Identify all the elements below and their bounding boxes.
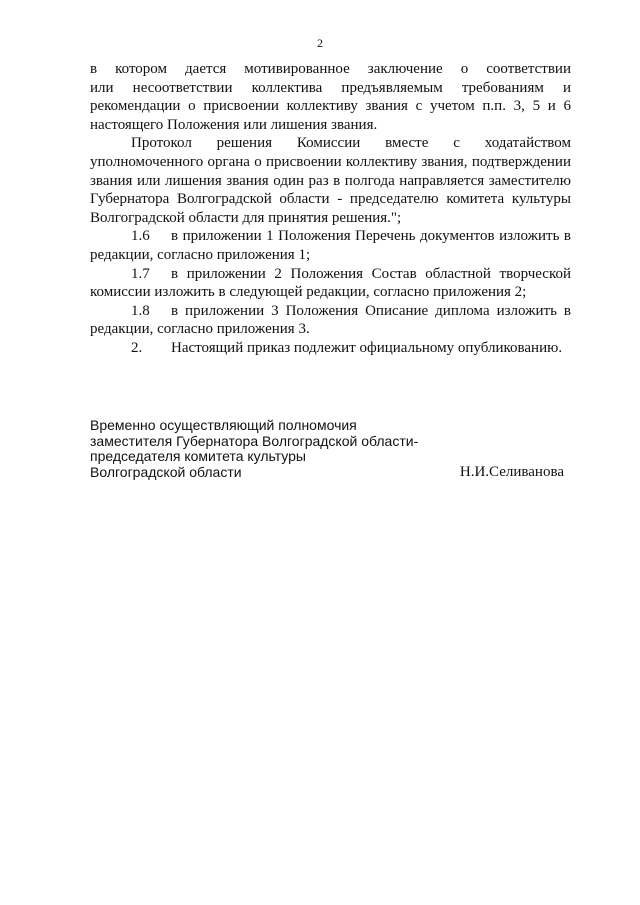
item-text: Настоящий приказ подлежит официальному опубликованию. [171,339,563,356]
signature-last-row [90,465,570,481]
list-item [90,339,571,358]
item-number: 1.7 [131,265,150,282]
paragraph-conclusion-rest: или несоответствии коллектива предъявляемым требованиям и рекомендации о присвоении коллективу звания с учетом п.п. 3, 5 и 6 настоящего Положения или лишения звания. [90,79,571,133]
signatory-name: Н.И.Селиванова [459,463,564,480]
page-number: 2 [317,36,323,50]
document-body [90,60,571,358]
signature-title-line3: председателя комитета культуры [90,448,306,464]
paragraph-protocol: Протокол решения Комиссии вместе с ходатайством уполномоченного органа о присвоении коллективу звания, подтверждении звания или лишения звания один раз в полгода направляется заместителю Губернатора Волгоградской области - председателю комитета культуры Волгоградской области для принятия решения."; [90,135,571,226]
item-number: 1.6 [131,228,150,245]
list-item [90,302,571,339]
signature-title-line1: Временно осуществляющий полномочия [90,417,357,433]
signature-title-line4: Волгоградской области [90,463,242,480]
item-number: 1.8 [131,302,150,319]
list-item [90,265,571,302]
item-text: в приложении 2 Положения Состав областной творческой комиссии изложить в следующей редакции, согласно приложения 2; [90,265,571,301]
item-number: 2. [131,339,143,356]
list-item [90,227,571,264]
item-text: в приложении 1 Положения Перечень документов изложить в редакции, согласно приложения 1; [90,228,571,263]
paragraph-conclusion [90,60,571,134]
signature-title-line2: заместителя Губернатора Волгоградской области- [90,432,419,449]
signature-block [90,418,570,480]
item-text: в приложении 3 Положения Описание диплома изложить в редакции, согласно приложения 3. [90,302,571,338]
paragraph-conclusion-line1: в котором дается мотивированное заключение о соответствии [90,61,571,77]
